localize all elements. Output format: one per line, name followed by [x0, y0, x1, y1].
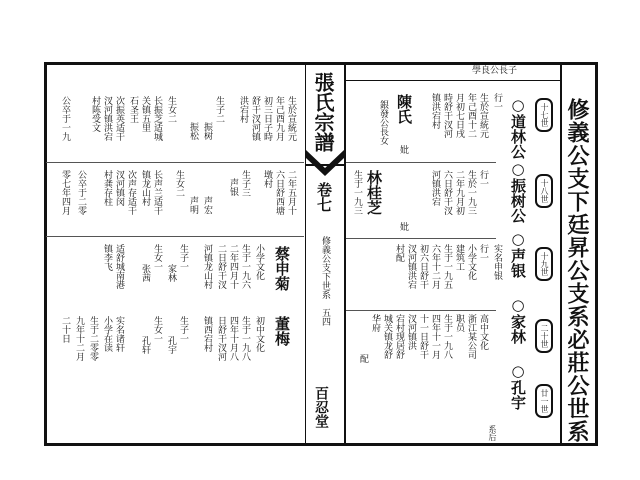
jialin-col7: 十一日舒干 — [418, 314, 428, 359]
spouse-cai-name: 蔡申菊 — [273, 246, 291, 291]
ll-d9: 孔轩 — [140, 336, 150, 354]
lm-c9: 长声兰适干 — [152, 170, 162, 215]
ll-d13: 九年十二月 — [74, 316, 84, 361]
ll-d2: 生于一九八 — [240, 316, 250, 361]
lu-c10: 长振芝适城 — [152, 96, 162, 141]
shengyin-col6: 初六日舒干 — [418, 244, 428, 289]
ll-c11: 镇李飞 — [102, 244, 112, 271]
ll-c10: 适舒城南港 — [114, 244, 124, 289]
shengyin-col5: 六年十二月 — [430, 244, 440, 289]
ll-d14: 二十日 — [60, 316, 70, 343]
shengyin-col3: 建筑工 — [454, 244, 464, 271]
ll-c5: 河镇龙山村 — [202, 244, 212, 289]
gen20-name: ○家林 — [509, 296, 527, 344]
header-divider — [346, 80, 560, 81]
spouse-lin-detail: 生于一九三 — [352, 170, 362, 215]
section-label: 修義公支下世系 五四 — [320, 236, 330, 326]
left-row-divider-2 — [46, 236, 304, 237]
shengyin-col7: 汊河镇洪宕 — [406, 244, 416, 289]
ll-c4: 二日舒干汊 — [216, 244, 226, 289]
shengyin-col2: 小学文化 — [466, 244, 476, 280]
shengyin-col4: 生于一九五 — [442, 244, 452, 289]
jialin-col5: 生于一九八 — [442, 314, 452, 359]
shengyin-col1: 行一 — [478, 244, 488, 262]
ll-c1: 小学文化 — [254, 244, 264, 280]
jialin-col2: 高中文化 — [478, 314, 488, 350]
lm-c6: 声宏 — [202, 196, 212, 214]
lu-c1: 生於宣統元 — [286, 96, 296, 141]
lu-c6: 生子二 — [214, 96, 224, 123]
lm-c8: 生女二 — [174, 170, 184, 197]
book-title: 張氏宗譜 — [311, 72, 335, 152]
lu-c7: 振树 — [202, 122, 212, 140]
jialin-col6: 四年十一月 — [430, 314, 440, 359]
generation-box-21: 廿一世 — [535, 384, 553, 418]
lu-c5: 洪宕村 — [238, 96, 248, 123]
lu-c8: 振松 — [188, 122, 198, 140]
lm-c7: 声明 — [188, 196, 198, 214]
lm-c5: 声银 — [228, 178, 238, 196]
spouse-chen-detail: 銀發公長女 — [378, 100, 388, 145]
zhenshu-col3: 二年九月初 — [454, 170, 464, 215]
daolin-col6: 镇洪宕村 — [430, 93, 440, 129]
title-column-divider — [560, 62, 562, 446]
spine-right-border — [344, 64, 346, 444]
zhenshu-col5: 河镇洪宕 — [430, 170, 440, 206]
ll-d7: 孔宇 — [166, 336, 176, 354]
daolin-col2: 生於宣統元 — [478, 93, 488, 138]
hall-name: 百忍堂 — [313, 386, 329, 428]
ll-d4: 日舒干汊河 — [216, 316, 226, 361]
ll-d11: 小学在读 — [102, 316, 112, 352]
jialin-col4: 职员 — [454, 314, 464, 332]
spine-chevron — [306, 150, 344, 176]
ll-c3: 二年四月十 — [228, 244, 238, 289]
lu-c12: 石圣王 — [128, 96, 138, 123]
daolin-col1: 行一 — [492, 93, 502, 111]
gen21-note: 系后 — [488, 425, 497, 441]
generation-box-18: 十八世 — [535, 174, 553, 208]
lu-c11: 关镇五里 — [140, 96, 150, 132]
jialin-col3: 浙江某公司 — [466, 314, 476, 359]
spouse-lin-name: 林桂芝 — [365, 170, 383, 215]
ll-d1: 初中文化 — [254, 316, 264, 352]
ll-d8: 生女一 — [152, 316, 162, 343]
lm-c11: 次声存适干 — [126, 170, 136, 215]
header-label: 學良公長子 — [472, 66, 518, 76]
zhenshu-col1: 行一 — [478, 170, 488, 188]
lineage-title: 修義公支下廷昇公支系必莊公世系 — [564, 98, 590, 443]
ll-d5: 镇西宕村 — [202, 316, 212, 352]
daolin-col4: 月初七日戌 — [454, 93, 464, 138]
jialin-col9: 宕村现居舒 — [394, 314, 404, 359]
lu-c9: 生女二 — [166, 96, 176, 123]
lm-c2: 六日舒西塘 — [274, 170, 284, 215]
row-divider-3 — [346, 310, 496, 311]
lm-c10: 镇龙山村 — [140, 170, 150, 206]
jialin-col10: 城关镇龙舒 — [382, 314, 392, 359]
row-divider-1 — [46, 162, 304, 163]
zhenshu-col2: 生於一九三 — [466, 170, 476, 215]
lm-c14: 公卒于二零 — [76, 170, 86, 215]
spouse-chen-name: 陳氏 — [395, 94, 413, 124]
jialin-col12: 配 — [358, 354, 368, 363]
zhenshu-note: 妣 — [398, 222, 408, 231]
generation-box-19: 十九世 — [535, 247, 553, 281]
generation-box-20: 二十世 — [535, 319, 553, 353]
lm-c13: 村龚存柱 — [102, 170, 112, 206]
zhenshu-col4: 六日舒干汊 — [442, 170, 452, 215]
lu-c13: 次振英适干 — [114, 96, 124, 141]
lu-c16: 公卒于一九 — [60, 96, 70, 141]
gen19-name: ○声银 — [509, 230, 527, 278]
lu-c15: 村陈受文 — [90, 96, 100, 132]
lu-c4: 舒干汊河镇 — [250, 96, 260, 141]
gen17-name: ○道林公 — [509, 96, 527, 159]
ll-d10: 实名诸轩 — [114, 316, 124, 352]
lm-c1: 二年五月十 — [286, 170, 296, 215]
ll-c7: 家林 — [166, 264, 176, 282]
lu-c14: 汊河镇洪宕 — [102, 96, 112, 141]
spouse-dong-name: 董梅 — [273, 316, 291, 346]
lm-c4: 生子三 — [240, 170, 250, 197]
row-divider-2 — [346, 238, 496, 239]
gen21-name: ○孔宇 — [509, 362, 527, 410]
jialin-col8: 汊河镇洪 — [406, 314, 416, 350]
ll-d12: 生于二零零 — [88, 316, 98, 361]
daolin-col5: 時舒干汊河 — [442, 93, 452, 138]
volume-label: 卷七 — [315, 182, 333, 212]
ll-d3: 四年十月八 — [228, 316, 238, 361]
lu-c2: 年己酉九月 — [274, 96, 284, 141]
daolin-col3: 年己酉十二 — [466, 93, 476, 138]
ll-c6: 生子一 — [178, 244, 188, 271]
lu-c3: 初三日子時 — [262, 96, 272, 141]
daolin-note: 妣 — [398, 145, 408, 154]
ll-c8: 生女一 — [152, 244, 162, 271]
row-divider-1b — [346, 162, 496, 163]
ll-d6: 生子一 — [178, 316, 188, 343]
lm-c3: 墩村 — [262, 170, 272, 188]
ll-c2: 生于一九六 — [240, 244, 250, 289]
generation-box-17: 十七世 — [535, 98, 553, 132]
shengyin-col8: 村配 — [394, 244, 404, 262]
ll-c9: 张茜 — [140, 264, 150, 282]
jialin-col1: 实名申银 — [492, 244, 502, 280]
gen18-name: ○振树公 — [509, 160, 527, 223]
jialin-col11: 华府 — [370, 314, 380, 332]
lm-c12: 汊河镇闵 — [114, 170, 124, 206]
lm-c15: 零七年四月 — [60, 170, 70, 215]
